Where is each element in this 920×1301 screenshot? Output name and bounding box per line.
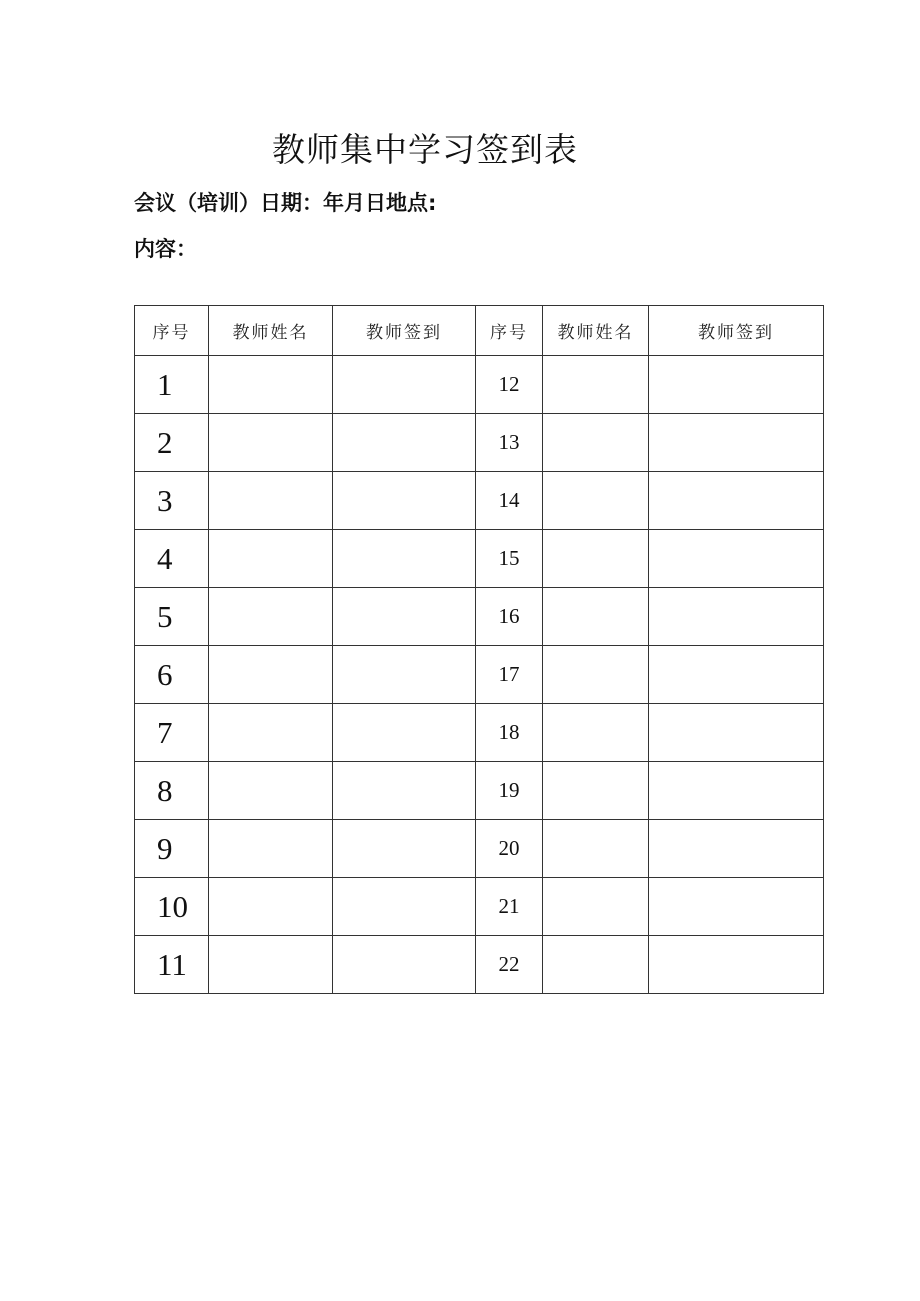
teacher-signin-cell-right[interactable] [649, 414, 824, 472]
teacher-signin-cell-right[interactable] [649, 646, 824, 704]
teacher-signin-cell-left[interactable] [333, 472, 476, 530]
teacher-signin-cell-left[interactable] [333, 646, 476, 704]
serial-number-right: 14 [476, 472, 543, 530]
teacher-name-cell-right[interactable] [543, 646, 649, 704]
teacher-signin-cell-left[interactable] [333, 878, 476, 936]
teacher-name-cell-left[interactable] [209, 646, 333, 704]
teacher-signin-cell-left[interactable] [333, 414, 476, 472]
header-teacher-name-left: 教师姓名 [209, 306, 333, 356]
teacher-name-cell-left[interactable] [209, 530, 333, 588]
teacher-name-cell-right[interactable] [543, 878, 649, 936]
header-serial-right: 序号 [476, 306, 543, 356]
teacher-signin-cell-right[interactable] [649, 936, 824, 994]
table-row [135, 646, 824, 704]
table-row [135, 704, 824, 762]
header-teacher-signin-left: 教师签到 [333, 306, 476, 356]
serial-number-left: 5 [135, 588, 209, 646]
serial-number-left: 3 [135, 472, 209, 530]
serial-number-left: 1 [135, 356, 209, 414]
table-header-row [135, 306, 824, 356]
table-row [135, 820, 824, 878]
serial-number-right: 16 [476, 588, 543, 646]
serial-number-right: 13 [476, 414, 543, 472]
teacher-signin-cell-right[interactable] [649, 530, 824, 588]
teacher-signin-cell-left[interactable] [333, 530, 476, 588]
meeting-date-location-line: 会议（培训）日期：年月日地点: [134, 191, 437, 215]
teacher-signin-cell-left[interactable] [333, 588, 476, 646]
serial-number-right: 18 [476, 704, 543, 762]
teacher-signin-cell-right[interactable] [649, 762, 824, 820]
table-row [135, 356, 824, 414]
teacher-name-cell-right[interactable] [543, 530, 649, 588]
serial-number-left: 10 [135, 878, 209, 936]
teacher-signin-cell-left[interactable] [333, 820, 476, 878]
serial-number-left: 9 [135, 820, 209, 878]
page-title: 教师集中学习签到表 [272, 130, 578, 169]
meeting-content-line: 内容： [134, 237, 197, 261]
serial-number-right: 15 [476, 530, 543, 588]
teacher-name-cell-right[interactable] [543, 472, 649, 530]
teacher-signin-cell-right[interactable] [649, 356, 824, 414]
serial-number-left: 11 [135, 936, 209, 994]
teacher-name-cell-left[interactable] [209, 820, 333, 878]
teacher-signin-cell-right[interactable] [649, 878, 824, 936]
table-row [135, 878, 824, 936]
serial-number-right: 22 [476, 936, 543, 994]
teacher-signin-cell-right[interactable] [649, 704, 824, 762]
teacher-signin-cell-left[interactable] [333, 936, 476, 994]
teacher-name-cell-left[interactable] [209, 472, 333, 530]
serial-number-left: 8 [135, 762, 209, 820]
teacher-signin-cell-right[interactable] [649, 472, 824, 530]
table-row [135, 530, 824, 588]
teacher-name-cell-right[interactable] [543, 820, 649, 878]
table-row [135, 936, 824, 994]
teacher-signin-cell-left[interactable] [333, 704, 476, 762]
serial-number-right: 12 [476, 356, 543, 414]
serial-number-left: 2 [135, 414, 209, 472]
teacher-name-cell-left[interactable] [209, 878, 333, 936]
teacher-name-cell-left[interactable] [209, 356, 333, 414]
serial-number-left: 7 [135, 704, 209, 762]
header-serial-left: 序号 [135, 306, 209, 356]
header-teacher-name-right: 教师姓名 [543, 306, 649, 356]
header-teacher-signin-right: 教师签到 [649, 306, 824, 356]
teacher-signin-cell-left[interactable] [333, 762, 476, 820]
teacher-name-cell-right[interactable] [543, 414, 649, 472]
serial-number-right: 20 [476, 820, 543, 878]
serial-number-left: 6 [135, 646, 209, 704]
table-row [135, 472, 824, 530]
teacher-name-cell-right[interactable] [543, 936, 649, 994]
teacher-signin-cell-right[interactable] [649, 820, 824, 878]
serial-number-right: 19 [476, 762, 543, 820]
table-row [135, 414, 824, 472]
teacher-name-cell-left[interactable] [209, 762, 333, 820]
table-row [135, 762, 824, 820]
table-row [135, 588, 824, 646]
teacher-name-cell-right[interactable] [543, 356, 649, 414]
teacher-name-cell-left[interactable] [209, 414, 333, 472]
teacher-name-cell-left[interactable] [209, 936, 333, 994]
teacher-signin-cell-right[interactable] [649, 588, 824, 646]
serial-number-right: 17 [476, 646, 543, 704]
teacher-signin-cell-left[interactable] [333, 356, 476, 414]
serial-number-right: 21 [476, 878, 543, 936]
teacher-name-cell-right[interactable] [543, 588, 649, 646]
teacher-name-cell-left[interactable] [209, 704, 333, 762]
signin-table [134, 305, 824, 994]
teacher-name-cell-right[interactable] [543, 762, 649, 820]
teacher-name-cell-right[interactable] [543, 704, 649, 762]
serial-number-left: 4 [135, 530, 209, 588]
teacher-name-cell-left[interactable] [209, 588, 333, 646]
